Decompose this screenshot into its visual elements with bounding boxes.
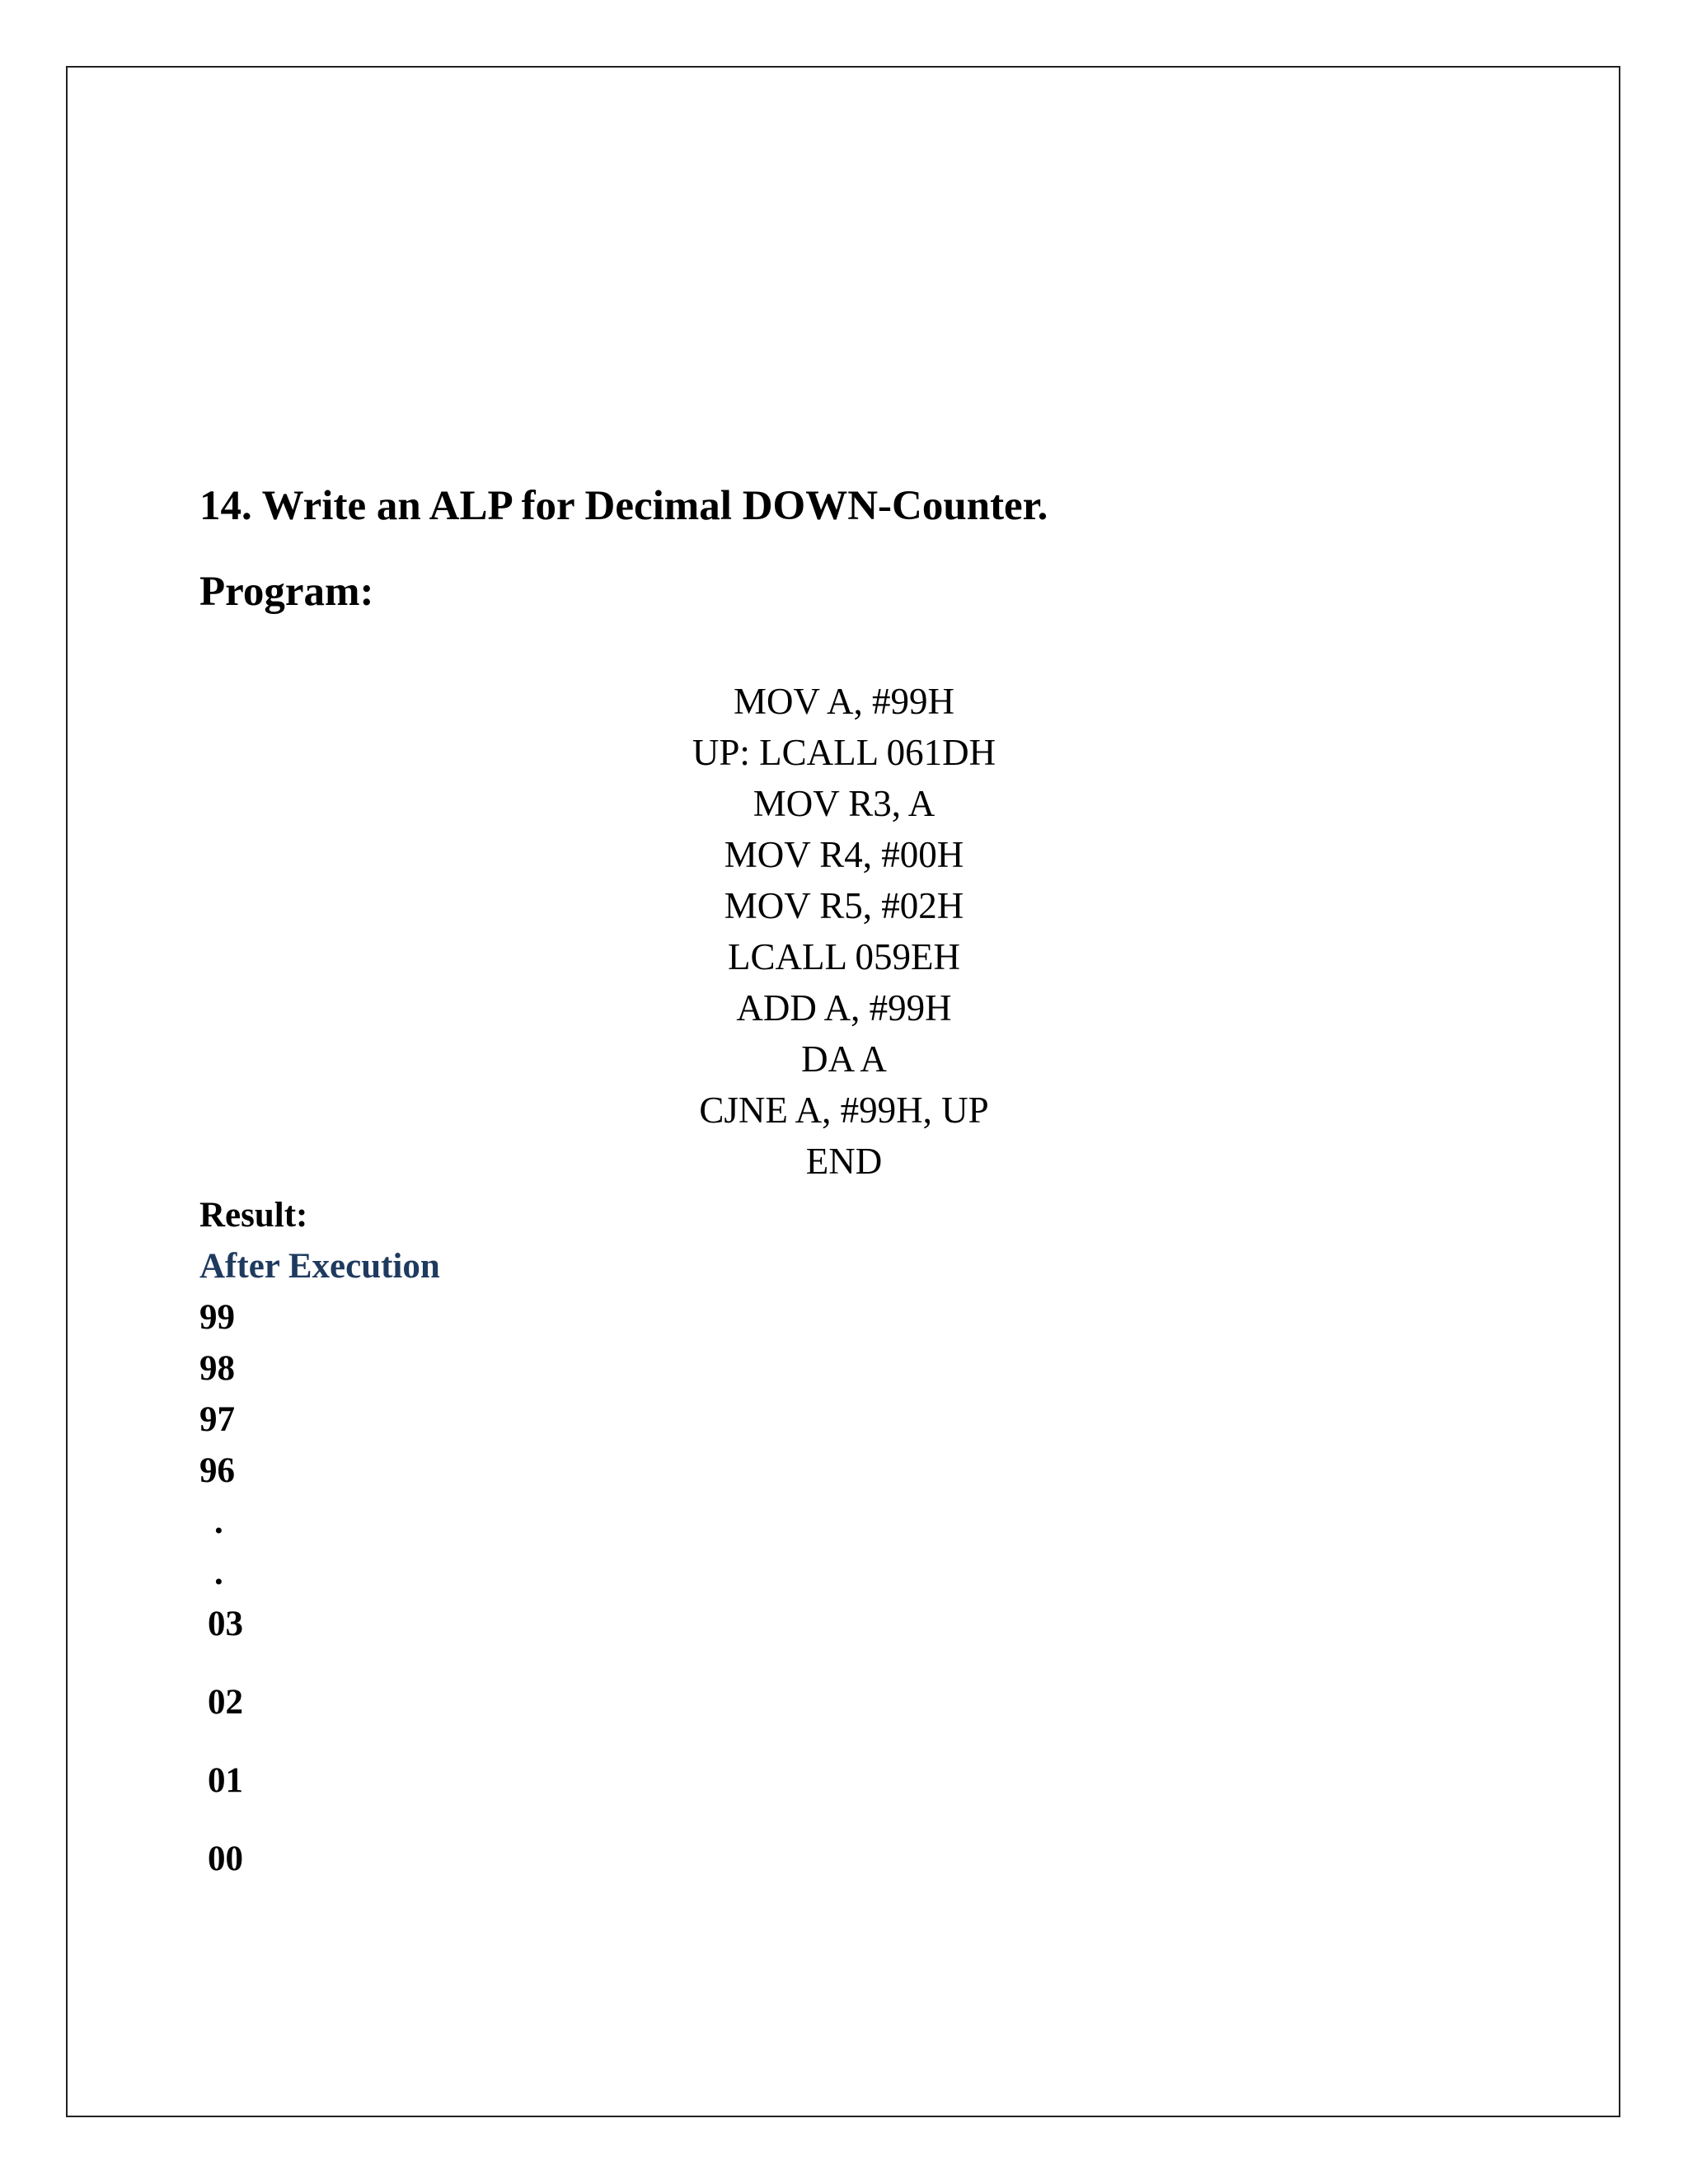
output-value: 97: [199, 1400, 235, 1439]
program-label: Program:: [199, 569, 374, 615]
result-label: Result:: [199, 1196, 308, 1235]
code-line: MOV R3, A: [753, 783, 935, 824]
code-block: [514, 676, 1174, 1187]
output-value: 98: [199, 1349, 235, 1388]
after-execution-label: After Execution: [199, 1247, 440, 1286]
output-ellipsis-dot: .: [214, 1502, 223, 1541]
code-line: END: [805, 1141, 883, 1182]
code-line: CJNE A, #99H, UP: [699, 1090, 989, 1131]
output-value: 03: [208, 1605, 243, 1643]
output-value: 99: [199, 1298, 235, 1337]
code-line: MOV R5, #02H: [724, 885, 964, 926]
output-value: 01: [208, 1761, 243, 1800]
output-value: 00: [208, 1840, 243, 1878]
code-line: MOV A, #99H: [734, 681, 954, 722]
output-value: 96: [199, 1451, 235, 1490]
code-line: MOV R4, #00H: [724, 834, 964, 875]
output-ellipsis-dot: .: [214, 1554, 223, 1592]
code-line: DA A: [801, 1038, 887, 1080]
code-line: ADD A, #99H: [736, 987, 952, 1029]
output-value: 02: [208, 1683, 243, 1722]
page-title: 14. Write an ALP for Decimal DOWN-Counter.: [199, 483, 1048, 529]
code-line: UP: LCALL 061DH: [692, 732, 996, 773]
code-line: LCALL 059EH: [727, 936, 961, 977]
